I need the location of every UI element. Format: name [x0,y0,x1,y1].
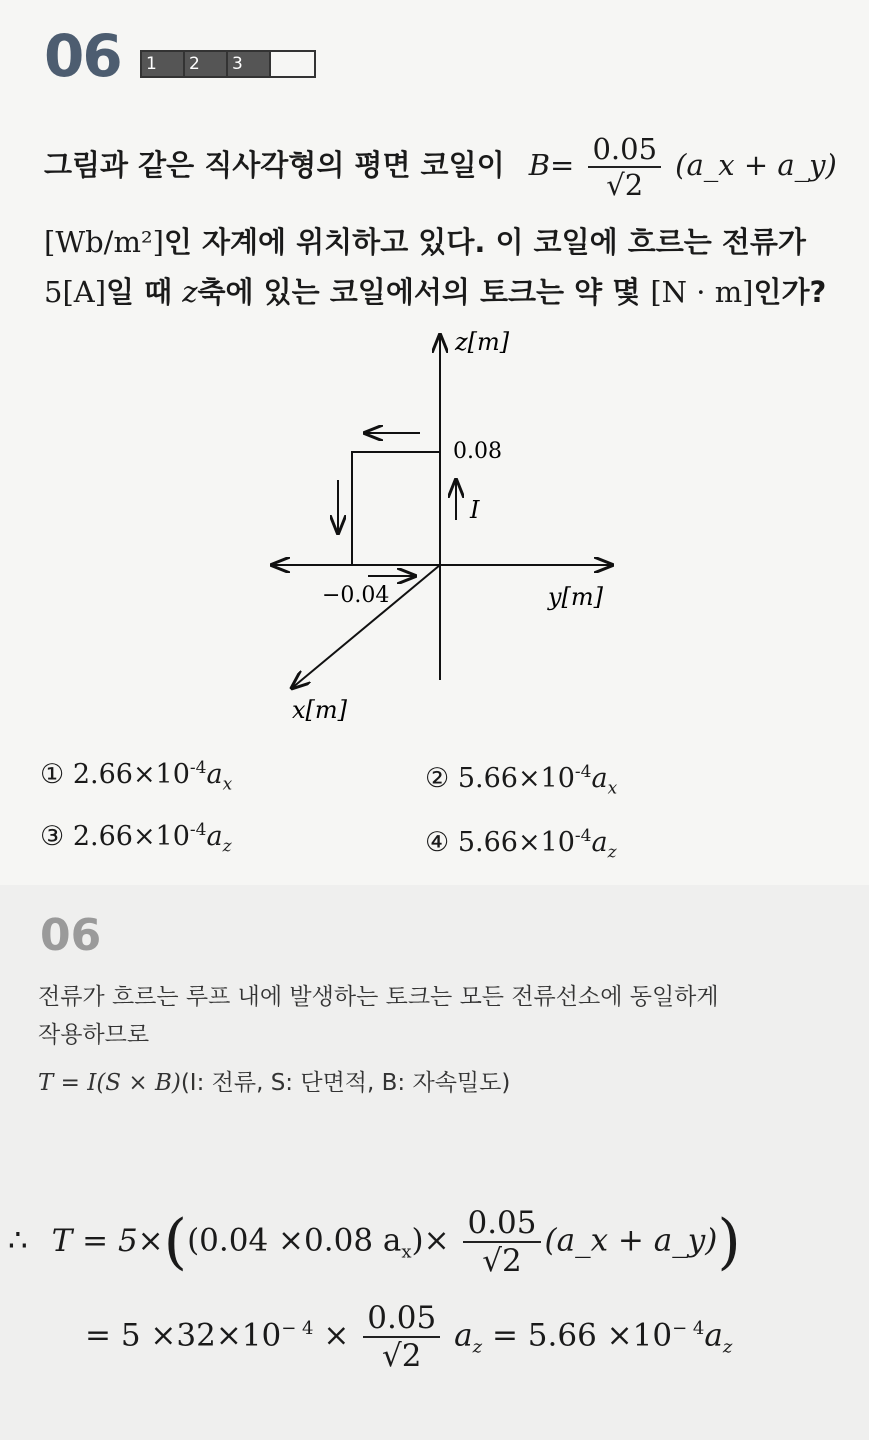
numerator: 0.05 [463,1205,540,1243]
problem-number: 06 [44,22,121,90]
checkbox-3[interactable]: 3 [228,52,271,76]
option-3[interactable]: ③ $2.66\times 10^{-4}a_z$ [40,820,232,857]
equals: = [550,148,575,182]
solution-formula [38,1064,510,1097]
option-unit: a [591,763,608,794]
option-unit: a [206,759,223,790]
option-unit: a [206,821,223,852]
b-vector: (a_x + a_y) [675,148,837,182]
option-exp: -4 [189,758,207,778]
option-1[interactable]: ① $2.66\times 10^{-4}a_x$ [40,758,233,795]
option-marker: ④ [425,827,450,858]
eq1-left: T = 5× [51,1222,164,1259]
eq1-vector: (a_x + a_y) [544,1222,718,1259]
question-text: 일 때 [106,275,173,309]
option-sub: x [222,774,233,795]
checkbox-blank[interactable] [271,52,314,76]
coil [352,452,440,565]
eq2-left: = 5 ×32×10 [85,1317,282,1354]
option-exp: -4 [574,762,592,782]
question-text: 인가? [753,275,827,309]
current-label: I [470,496,480,524]
option-unit: a [591,827,608,858]
option-marker: ① [40,759,65,790]
review-checkboxes [140,50,316,78]
option-sub: z [222,836,232,857]
numerator: 0.05 [588,132,661,168]
therefore-symbol: ∴ [8,1222,28,1259]
eq2-exp: − 4 [281,1318,314,1340]
option-coef: 5.66 [457,763,518,794]
option-sub: z [607,842,617,863]
question-line-1 [44,132,837,202]
denominator: √2 [606,168,644,202]
option-coef: 5.66 [457,827,518,858]
option-sub: x [607,778,618,799]
equation-line-1: ∴ T = 5×((0.04 ×0.08 $a_x)\times$ $\frac{0.05}{√2}$ (a_x + a_y)) [8,1205,741,1279]
b-fraction [588,132,661,202]
option-4[interactable]: ④ $5.66\times 10^{-4}a_z$ [425,826,617,863]
option-coef: 2.66 [72,821,133,852]
denominator: √2 [381,1338,422,1374]
z-tick: 0.08 [453,439,502,464]
axis: z [182,275,198,309]
question-line-2 [44,220,806,261]
option-exp: -4 [189,820,207,840]
coil-diagram [0,320,869,730]
checkbox-1[interactable]: 1 [142,52,185,76]
formula-legend: (I: 전류, S: 단면적, B: 자속밀도) [180,1070,511,1096]
solution-number: 06 [40,910,102,961]
eq1-fraction [463,1205,540,1279]
eq2-times: × [323,1317,350,1354]
numerator: 0.05 [363,1300,440,1338]
option-marker: ③ [40,821,65,852]
y-label: y[m] [548,583,604,611]
z-label: z[m] [455,328,510,356]
eq1-times: )× [411,1222,450,1259]
torque-formula: T = I(S × B) [38,1070,181,1096]
unit: [Wb/m²] [44,225,164,259]
option-coef: 2.66 [72,759,133,790]
x-label: x[m] [292,696,348,724]
current: 5[A] [44,275,107,309]
unit: [N · m] [650,275,754,309]
solution-line-1: 전류가 흐르는 루프 내에 발생하는 토크는 모든 전류선소에 동일하게 [38,984,719,1010]
denominator: √2 [482,1243,522,1279]
eq2-result-exp: − 4 [672,1318,705,1340]
option-marker: ② [425,763,450,794]
solution-line-2: 작용하므로 [38,1022,150,1048]
option-2[interactable]: ② $5.66\times 10^{-4}a_x$ [425,762,618,799]
question-text: 축에 있는 코일에서의 토크는 약 몇 [197,275,641,309]
question-line-3 [44,270,826,311]
option-exp: -4 [574,826,592,846]
equation-line-2: = $5 \times 32\times 10^{- 4}$ × $\frac{0.05}{√2}$ $a_z = 5.66 \times 10^{- 4}a_z$ [85,1300,733,1374]
eq2-fraction [363,1300,440,1374]
checkbox-2[interactable]: 2 [185,52,228,76]
eq1-inner: (0.04 ×0.08 a [187,1222,402,1259]
eq2-result: = 5.66 ×10 [491,1317,673,1354]
y-tick: −0.04 [322,583,390,608]
question-text: 그림과 같은 직사각형의 평면 코일이 [44,148,505,182]
question-text: 인 자계에 위치하고 있다. 이 코일에 흐르는 전류가 [163,225,806,259]
b-symbol: B [528,148,551,182]
